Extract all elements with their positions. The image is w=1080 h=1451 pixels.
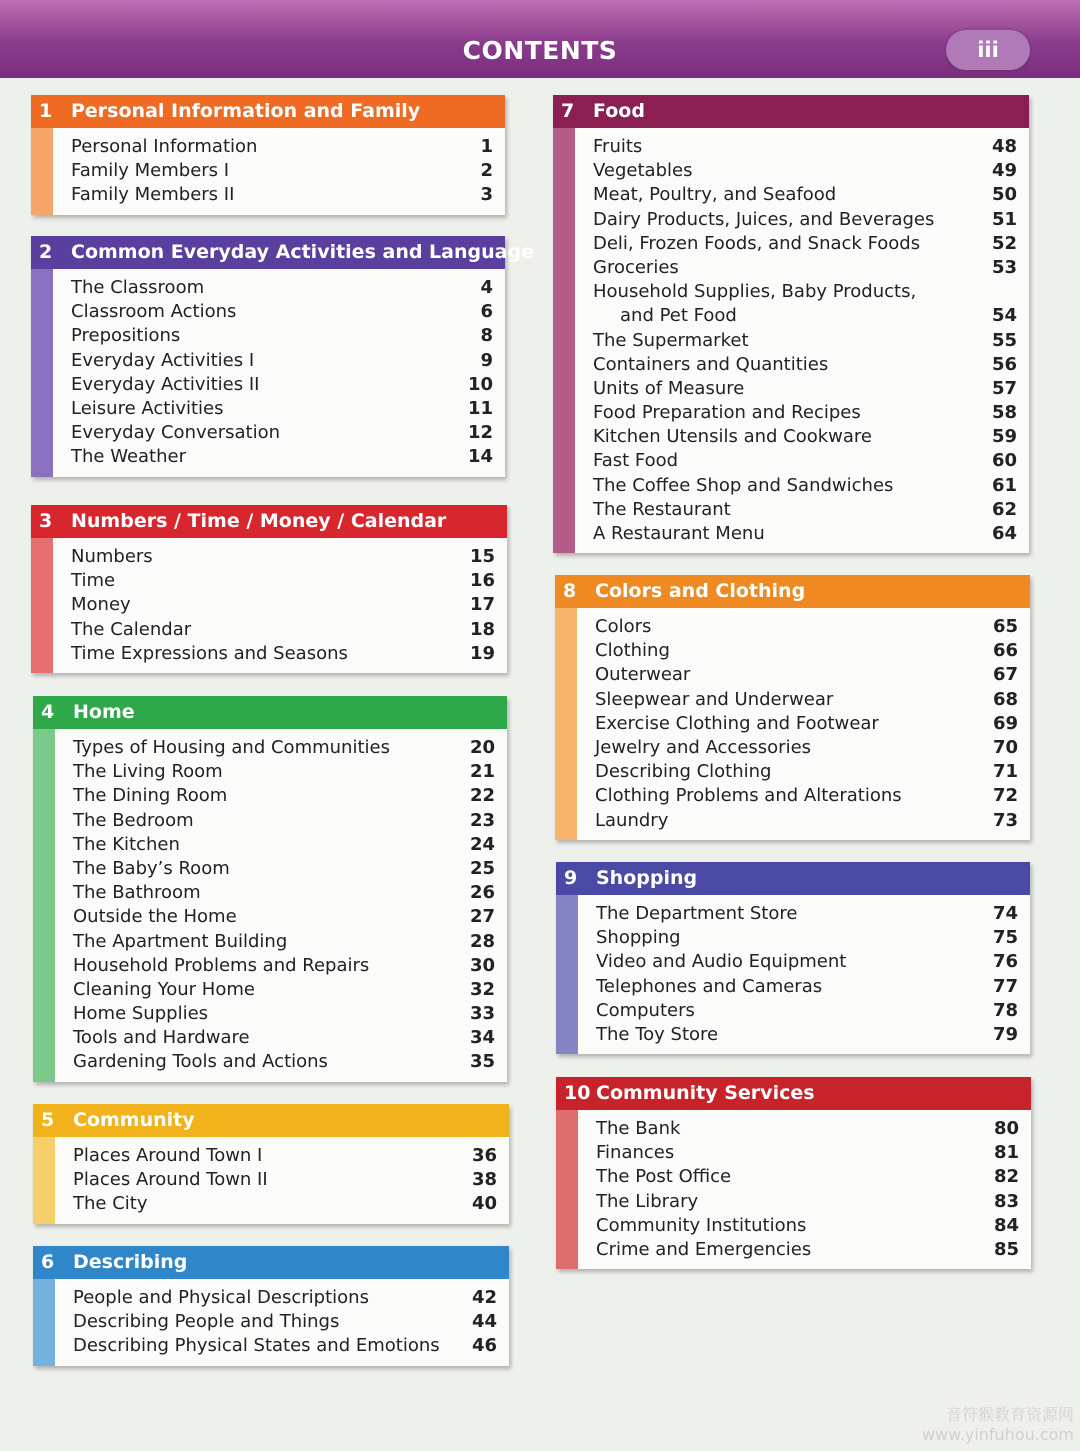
topic-title: Home Supplies: [73, 1003, 209, 1025]
topic-title: Household Problems and Repairs: [73, 954, 370, 976]
topic-title: The Dining Room: [73, 785, 228, 807]
topic-page-number: 6: [480, 301, 493, 323]
topic-row: [553, 231, 1029, 255]
topic-title: Everyday Conversation: [71, 422, 280, 444]
topic-title: Classroom Actions: [71, 301, 237, 323]
topic-page-number: 81: [993, 1142, 1019, 1164]
topic-title: Everyday Activities I: [71, 349, 255, 371]
topic-title: Gardening Tools and Actions: [73, 1051, 328, 1073]
topic-row: [556, 949, 1030, 973]
topic-page-number: 78: [992, 999, 1018, 1021]
contents-header: [0, 0, 1080, 78]
unit-topic-list: [556, 1110, 1031, 1269]
topic-row: [33, 1167, 509, 1191]
topic-row: [33, 1001, 507, 1025]
unit-3: [31, 505, 507, 673]
unit-4: [33, 696, 507, 1082]
unit-header: [33, 1104, 509, 1137]
topic-title: The Baby’s Room: [73, 857, 230, 879]
topic-page-number: 27: [469, 906, 495, 928]
page-number-badge: iii: [946, 30, 1030, 70]
unit-header: [555, 575, 1030, 608]
topic-page-number: 59: [991, 426, 1017, 448]
topic-title: The Classroom: [71, 277, 205, 298]
unit-title: Community: [73, 1109, 195, 1131]
topic-row: [33, 808, 507, 832]
topic-page-number: 33: [469, 1003, 495, 1025]
topic-page-number: 79: [992, 1023, 1018, 1045]
topic-title: Outside the Home: [73, 906, 237, 928]
topic-title: Cleaning Your Home: [73, 978, 255, 1000]
unit-title: Common Everyday Activities and Language: [71, 241, 534, 263]
topic-row: [553, 303, 1029, 327]
topic-title: Kitchen Utensils and Cookware: [593, 426, 872, 448]
topic-page-number: 69: [992, 712, 1018, 734]
topic-row: [33, 759, 507, 783]
topic-row: [33, 1309, 509, 1333]
topic-row: [31, 372, 505, 396]
topic-row: [31, 444, 505, 468]
topic-title: and Pet Food: [620, 305, 737, 327]
topic-title: Finances: [596, 1142, 675, 1164]
topic-row: [33, 953, 507, 977]
topic-row: [31, 299, 505, 323]
topic-title: The Supermarket: [593, 329, 749, 351]
topic-title: Personal Information: [71, 136, 258, 157]
topic-title: People and Physical Descriptions: [73, 1287, 369, 1308]
topic-title: The Restaurant: [593, 498, 731, 520]
topic-title: Units of Measure: [593, 377, 745, 399]
topic-page-number: 68: [992, 688, 1018, 710]
topic-page-number: 18: [469, 618, 495, 640]
topic-title: Fruits: [593, 136, 643, 157]
unit-topic-list: [555, 608, 1030, 840]
topic-row: [553, 400, 1029, 424]
unit-header: [553, 95, 1029, 128]
unit-header: [556, 862, 1030, 895]
unit-number: 6: [41, 1251, 55, 1273]
topic-page-number: 25: [469, 857, 495, 879]
unit-title: Describing: [73, 1251, 188, 1273]
topic-row: [31, 420, 505, 444]
topic-page-number: 73: [992, 809, 1018, 831]
topic-row: [33, 880, 507, 904]
topic-row: [33, 1285, 509, 1309]
topic-title: Food Preparation and Recipes: [593, 402, 861, 424]
unit-1: [31, 95, 505, 215]
topic-title: Community Institutions: [596, 1214, 807, 1236]
topic-title: Colors: [595, 616, 652, 637]
topic-row: [555, 783, 1030, 807]
topic-page-number: 77: [992, 975, 1018, 997]
watermark-title: 音符猴教育资源网: [945, 1405, 1074, 1424]
topic-title: Describing People and Things: [73, 1311, 340, 1333]
topic-row: [553, 376, 1029, 400]
topic-row: [31, 182, 505, 206]
topic-title: Vegetables: [593, 160, 693, 182]
unit-topic-list: [33, 1279, 509, 1366]
topic-page-number: 4: [480, 277, 493, 298]
topic-title: The Calendar: [71, 618, 192, 640]
topic-page-number: 14: [467, 446, 493, 468]
topic-title: Family Members II: [71, 184, 235, 206]
watermark: [922, 1405, 1074, 1445]
topic-title: Clothing Problems and Alterations: [595, 785, 902, 807]
topic-page-number: 21: [469, 761, 495, 783]
unit-number: 7: [561, 100, 575, 122]
topic-page-number: 35: [469, 1051, 495, 1073]
unit-8: [555, 575, 1030, 840]
topic-row: [556, 901, 1030, 925]
topic-page-number: 32: [469, 978, 495, 1000]
topic-page-number: 3: [480, 184, 493, 206]
unit-6: [33, 1246, 509, 1366]
topic-row: [555, 662, 1030, 686]
topic-title: Money: [71, 594, 131, 616]
topic-row: [555, 759, 1030, 783]
topic-row: [33, 1143, 509, 1167]
topic-page-number: 38: [471, 1169, 497, 1191]
topic-title: Meat, Poultry, and Seafood: [593, 184, 837, 206]
topic-page-number: 76: [992, 951, 1018, 973]
page-title: CONTENTS: [462, 36, 618, 65]
topic-row: [556, 1022, 1030, 1046]
topic-title: Jewelry and Accessories: [595, 736, 812, 758]
topic-page-number: 2: [480, 160, 493, 182]
topic-row: [31, 134, 505, 158]
topic-page-number: 61: [991, 474, 1017, 496]
topic-title: Time Expressions and Seasons: [71, 642, 348, 664]
topic-title: Household Supplies, Baby Products,: [593, 281, 917, 303]
topic-row: [33, 735, 507, 759]
topic-page-number: 58: [991, 402, 1017, 424]
topic-page-number: 1: [480, 136, 493, 157]
topic-page-number: 24: [469, 833, 495, 855]
topic-page-number: 62: [991, 498, 1017, 520]
topic-page-number: 82: [993, 1166, 1019, 1188]
topic-row: [33, 832, 507, 856]
topic-row: [31, 348, 505, 372]
unit-number: 2: [39, 241, 53, 263]
topic-title: The Coffee Shop and Sandwiches: [593, 474, 894, 496]
unit-topic-list: [31, 128, 505, 215]
topic-title: The Kitchen: [73, 833, 180, 855]
topic-title: Describing Physical States and Emotions: [73, 1335, 440, 1357]
topic-title: Places Around Town I: [73, 1145, 263, 1166]
topic-page-number: 44: [471, 1311, 497, 1333]
topic-page-number: 71: [992, 761, 1018, 783]
topic-page-number: 12: [467, 422, 493, 444]
topic-title: Exercise Clothing and Footwear: [595, 712, 879, 734]
topic-page-number: 83: [993, 1190, 1019, 1212]
watermark-url: www.yinfuhou.com: [921, 1425, 1074, 1444]
topic-row: [555, 638, 1030, 662]
unit-topic-list: [553, 128, 1029, 553]
topic-page-number: 85: [993, 1238, 1019, 1260]
topic-row: [556, 1140, 1031, 1164]
topic-row: [553, 182, 1029, 206]
topic-row: [553, 497, 1029, 521]
unit-title: Food: [593, 100, 645, 122]
topic-row: [33, 856, 507, 880]
topic-row: [33, 783, 507, 807]
topic-page-number: 17: [469, 594, 495, 616]
topic-page-number: 36: [471, 1145, 497, 1166]
topic-title: Shopping: [596, 927, 681, 949]
unit-header: [33, 696, 507, 729]
unit-2: [31, 236, 534, 477]
topic-page-number: 46: [471, 1335, 497, 1357]
topic-row: [31, 544, 507, 568]
topic-title: Laundry: [595, 809, 669, 831]
unit-header: [31, 505, 507, 538]
topic-row: [553, 328, 1029, 352]
topic-title: The Weather: [71, 446, 186, 468]
topic-row: [555, 614, 1030, 638]
unit-topic-list: [556, 895, 1030, 1054]
topic-title: The Post Office: [596, 1166, 732, 1188]
topic-page-number: 60: [991, 450, 1017, 472]
topic-row: [31, 275, 505, 299]
topic-page-number: 22: [469, 785, 495, 807]
topic-row: [33, 1025, 507, 1049]
unit-title: Home: [73, 701, 135, 723]
topic-title: Prepositions: [71, 325, 181, 347]
topic-page-number: 55: [991, 329, 1017, 351]
topic-title: A Restaurant Menu: [593, 523, 765, 544]
topic-row: [556, 925, 1030, 949]
unit-number: 10: [564, 1082, 591, 1104]
topic-title: The Department Store: [596, 903, 798, 924]
topic-page-number: 80: [993, 1118, 1019, 1139]
topic-row: [556, 974, 1030, 998]
topic-title: The Library: [596, 1190, 699, 1212]
topic-title: Places Around Town II: [73, 1169, 268, 1191]
topic-page-number: 23: [469, 809, 495, 831]
topic-page-number: 53: [991, 256, 1017, 278]
topic-title: The Living Room: [73, 761, 223, 783]
topic-title: The City: [73, 1193, 148, 1215]
topic-row: [553, 352, 1029, 376]
topic-title: Dairy Products, Juices, and Beverages: [593, 208, 935, 230]
topic-row: [555, 808, 1030, 832]
topic-title: The Bedroom: [73, 809, 194, 831]
topic-row: [556, 998, 1030, 1022]
topic-title: Video and Audio Equipment: [596, 951, 847, 973]
topic-row: [31, 568, 507, 592]
topic-row: [553, 521, 1029, 545]
unit-5: [33, 1104, 509, 1224]
unit-9: [556, 862, 1030, 1054]
topic-row: [33, 977, 507, 1001]
topic-row: [31, 396, 505, 420]
topic-page-number: 67: [992, 664, 1018, 686]
topic-page-number: 49: [991, 160, 1017, 182]
topic-row: [556, 1189, 1031, 1213]
topic-page-number: 51: [991, 208, 1017, 230]
topic-title: Tools and Hardware: [73, 1027, 250, 1049]
unit-header: [556, 1077, 1031, 1110]
unit-number: 9: [564, 867, 578, 889]
unit-7: [553, 95, 1029, 553]
topic-title: The Apartment Building: [73, 930, 288, 952]
topic-page-number: 10: [467, 373, 493, 395]
unit-topic-list: [33, 729, 507, 1082]
topic-page-number: 50: [991, 184, 1017, 206]
topic-page-number: 15: [469, 546, 495, 567]
topic-page-number: 28: [469, 930, 495, 952]
topic-title: Leisure Activities: [71, 397, 224, 419]
topic-page-number: 74: [992, 903, 1018, 924]
topic-page-number: 34: [469, 1027, 495, 1049]
topic-row: [31, 323, 505, 347]
topic-row: [553, 473, 1029, 497]
topic-page-number: 56: [991, 353, 1017, 375]
topic-row: [31, 641, 507, 665]
unit-title: Shopping: [596, 867, 698, 889]
topic-page-number: 9: [480, 349, 493, 371]
topic-page-number: 26: [469, 882, 495, 904]
topic-row: [556, 1237, 1031, 1261]
unit-topic-list: [31, 269, 505, 477]
topic-page-number: 52: [991, 232, 1017, 254]
topic-page-number: 20: [469, 737, 495, 758]
topic-row: [33, 1049, 507, 1073]
unit-10: [556, 1077, 1031, 1269]
topic-page-number: 40: [471, 1193, 497, 1215]
unit-header: [31, 95, 505, 128]
topic-title: The Bathroom: [73, 882, 201, 904]
topic-row: [553, 134, 1029, 158]
topic-page-number: 48: [991, 136, 1017, 157]
topic-title: The Toy Store: [596, 1023, 719, 1045]
topic-page-number: 64: [991, 523, 1017, 544]
topic-row: [556, 1213, 1031, 1237]
topic-page-number: 16: [469, 570, 495, 592]
topic-title: Time: [71, 570, 116, 592]
topic-title: Outerwear: [595, 664, 691, 686]
unit-number: 8: [563, 580, 577, 602]
topic-row: [33, 1333, 509, 1357]
topic-row: [556, 1164, 1031, 1188]
unit-number: 4: [41, 701, 55, 723]
topic-title: Groceries: [593, 256, 679, 278]
topic-title: Deli, Frozen Foods, and Snack Foods: [593, 232, 921, 254]
topic-row: [553, 207, 1029, 231]
topic-row: [553, 424, 1029, 448]
topic-row: [555, 711, 1030, 735]
topic-title: Numbers: [71, 546, 153, 567]
topic-title: Telephones and Cameras: [596, 975, 823, 997]
topic-row: [553, 448, 1029, 472]
topic-title: Clothing: [595, 640, 670, 662]
topic-title: Sleepwear and Underwear: [595, 688, 834, 710]
topic-title: Everyday Activities II: [71, 373, 260, 395]
topic-page-number: 84: [993, 1214, 1019, 1236]
unit-number: 3: [39, 510, 53, 532]
topic-page-number: 30: [469, 954, 495, 976]
topic-row: [555, 687, 1030, 711]
topic-page-number: 42: [471, 1287, 497, 1308]
topic-title: Computers: [596, 999, 695, 1021]
topic-title: Types of Housing and Communities: [73, 737, 390, 758]
topic-page-number: 57: [991, 377, 1017, 399]
topic-row: [555, 735, 1030, 759]
topic-row: [31, 158, 505, 182]
topic-page-number: 70: [992, 736, 1018, 758]
topic-row: [33, 904, 507, 928]
topic-page-number: 11: [467, 397, 493, 419]
topic-row: [553, 279, 1029, 303]
topic-row: [31, 592, 507, 616]
topic-title: Describing Clothing: [595, 761, 772, 783]
unit-header: [31, 236, 534, 269]
unit-header: [33, 1246, 509, 1279]
topic-page-number: 19: [469, 642, 495, 664]
topic-page-number: 66: [992, 640, 1018, 662]
unit-title: Colors and Clothing: [595, 580, 806, 602]
topic-row: [31, 617, 507, 641]
topic-page-number: 65: [992, 616, 1018, 637]
topic-row: [553, 158, 1029, 182]
unit-title: Personal Information and Family: [71, 100, 421, 122]
topic-title: Crime and Emergencies: [596, 1238, 812, 1260]
unit-title: Numbers / Time / Money / Calendar: [71, 510, 447, 532]
topic-title: Family Members I: [71, 160, 230, 182]
topic-title: Containers and Quantities: [593, 353, 829, 375]
topic-row: [553, 255, 1029, 279]
topic-row: [556, 1116, 1031, 1140]
topic-page-number: 72: [992, 785, 1018, 807]
unit-topic-list: [31, 538, 507, 673]
unit-number: 1: [39, 100, 53, 122]
topic-row: [33, 929, 507, 953]
unit-topic-list: [33, 1137, 509, 1224]
topic-page-number: 8: [480, 325, 493, 347]
topic-row: [33, 1191, 509, 1215]
topic-title: Fast Food: [593, 450, 679, 472]
unit-number: 5: [41, 1109, 55, 1131]
unit-title: Community Services: [596, 1082, 815, 1104]
topic-title: The Bank: [596, 1118, 681, 1139]
topic-page-number: 75: [992, 927, 1018, 949]
topic-page-number: 54: [991, 305, 1017, 327]
